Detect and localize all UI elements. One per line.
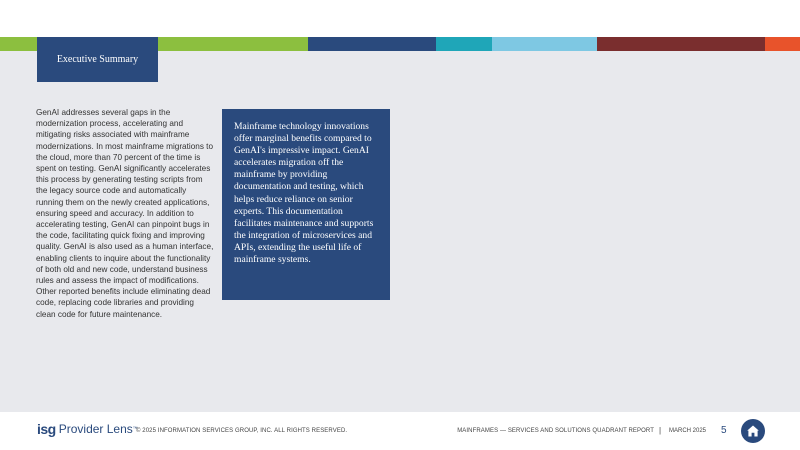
callout-text: Mainframe technology innovations offer marginal benefits compared to GenAI's impressive impact. GenAI accelerates migration off the mainframe by providing documentation and testing, which helps reduce reliance on senior experts. This documentation facilitates maintenance and supports the integration of microservices and APIs, extending the useful life of mainframe systems. [234, 121, 374, 266]
color-bar-segment [0, 37, 37, 51]
home-button[interactable] [741, 419, 765, 443]
color-bar-segment [308, 37, 436, 51]
footer-separator: | [659, 426, 662, 435]
logo-isg: isg [37, 421, 56, 437]
color-bar-segment [436, 37, 492, 51]
body-paragraph: GenAI addresses several gaps in the modernization process, accelerating and mitigating risks associated with mainframe modernizations. In most mainframe migrations to the cloud, more than 70 percent of the time is spent on testing. GenAI significantly accelerates this process by generating testing scripts from the legacy source code and automatically running them on the newly created applications, ensuring speed and accuracy. In addition to accelerating testing, GenAI can pinpoint bugs in the code, facilitating quick fixing and improving quality. GenAI is also used as a human interface, enabling clients to inquire about the functionality of both old and new code, understand business rules and assess the impact of modifications. Other reported benefits include eliminating dead code, replacing code libraries and providing clean code for future maintenance. [36, 108, 214, 319]
top-band [0, 0, 800, 37]
callout-box [222, 109, 390, 300]
section-tab-label: Executive Summary [56, 54, 139, 65]
color-bar-segment [492, 37, 597, 51]
isg-provider-lens-logo [37, 421, 138, 437]
copyright-text: © 2025 INFORMATION SERVICES GROUP, INC. ALL RIGHTS RESERVED. [136, 428, 348, 434]
report-date: MARCH 2025 [669, 428, 707, 434]
home-icon [746, 424, 760, 438]
report-title: MAINFRAMES — SERVICES AND SOLUTIONS QUADRANT REPORT [457, 428, 654, 434]
logo-provider-lens: Provider Lens [58, 422, 133, 436]
logo-trademark: ™ [132, 426, 138, 432]
page-number: 5 [721, 425, 727, 436]
color-bar-segment [765, 37, 800, 51]
color-bar-segment [597, 37, 765, 51]
section-tab[interactable] [37, 37, 158, 82]
